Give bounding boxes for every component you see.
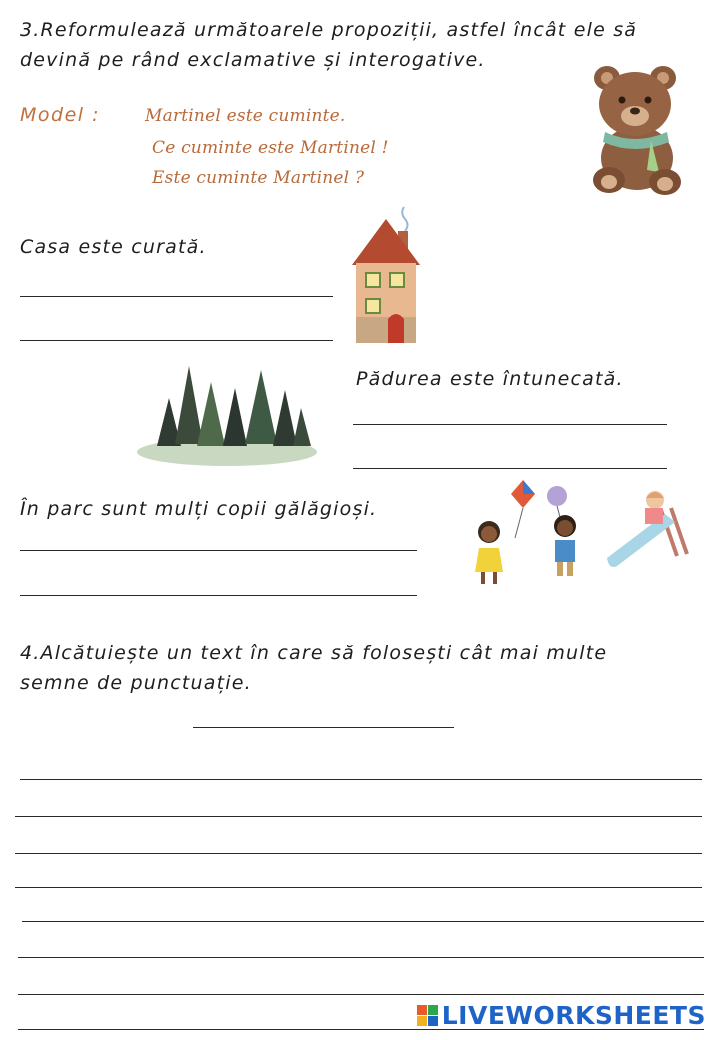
liveworksheets-brand: LIVEWORKSHEETS	[441, 1001, 706, 1030]
answer-line[interactable]	[353, 424, 667, 425]
model-sentence-3: Este cuminte Martinel ?	[152, 168, 365, 188]
liveworksheets-logo-icon	[417, 1005, 438, 1026]
writing-line[interactable]	[22, 921, 704, 922]
answer-line[interactable]	[20, 550, 417, 551]
writing-line[interactable]	[20, 779, 702, 780]
exercise3-instruction-line2: devină pe rând exclamative și interogative.	[20, 49, 486, 71]
model-sentence-2: Ce cuminte este Martinel !	[152, 138, 389, 158]
writing-line[interactable]	[15, 853, 702, 854]
sentence-2: Pădurea este întunecată.	[356, 368, 624, 390]
answer-line[interactable]	[20, 296, 333, 297]
answer-line[interactable]	[353, 468, 667, 469]
answer-line[interactable]	[20, 595, 417, 596]
exercise3-instruction-line1: 3.Reformulează următoarele propoziții, astfel încât ele să	[20, 19, 638, 41]
writing-line[interactable]	[18, 957, 704, 958]
exercise4-instruction-line2: semne de punctuație.	[20, 672, 252, 694]
children-playground-illustration	[465, 478, 695, 588]
model-sentence-1: Martinel este cuminte.	[145, 106, 346, 126]
writing-line[interactable]	[18, 994, 704, 995]
exercise4-instruction-line1: 4.Alcătuiește un text în care să folosești cât mai multe	[20, 642, 608, 664]
liveworksheets-logo	[417, 1001, 706, 1030]
answer-line[interactable]	[20, 340, 333, 341]
model-label: Model :	[20, 104, 100, 126]
title-line[interactable]	[193, 727, 454, 728]
house-illustration	[350, 205, 422, 345]
writing-line[interactable]	[15, 887, 702, 888]
forest-illustration	[135, 360, 317, 468]
sentence-3: În parc sunt mulți copii gălăgioși.	[20, 498, 378, 520]
sentence-1: Casa este curată.	[20, 236, 207, 258]
bear-illustration	[585, 60, 685, 198]
writing-line[interactable]	[15, 816, 702, 817]
